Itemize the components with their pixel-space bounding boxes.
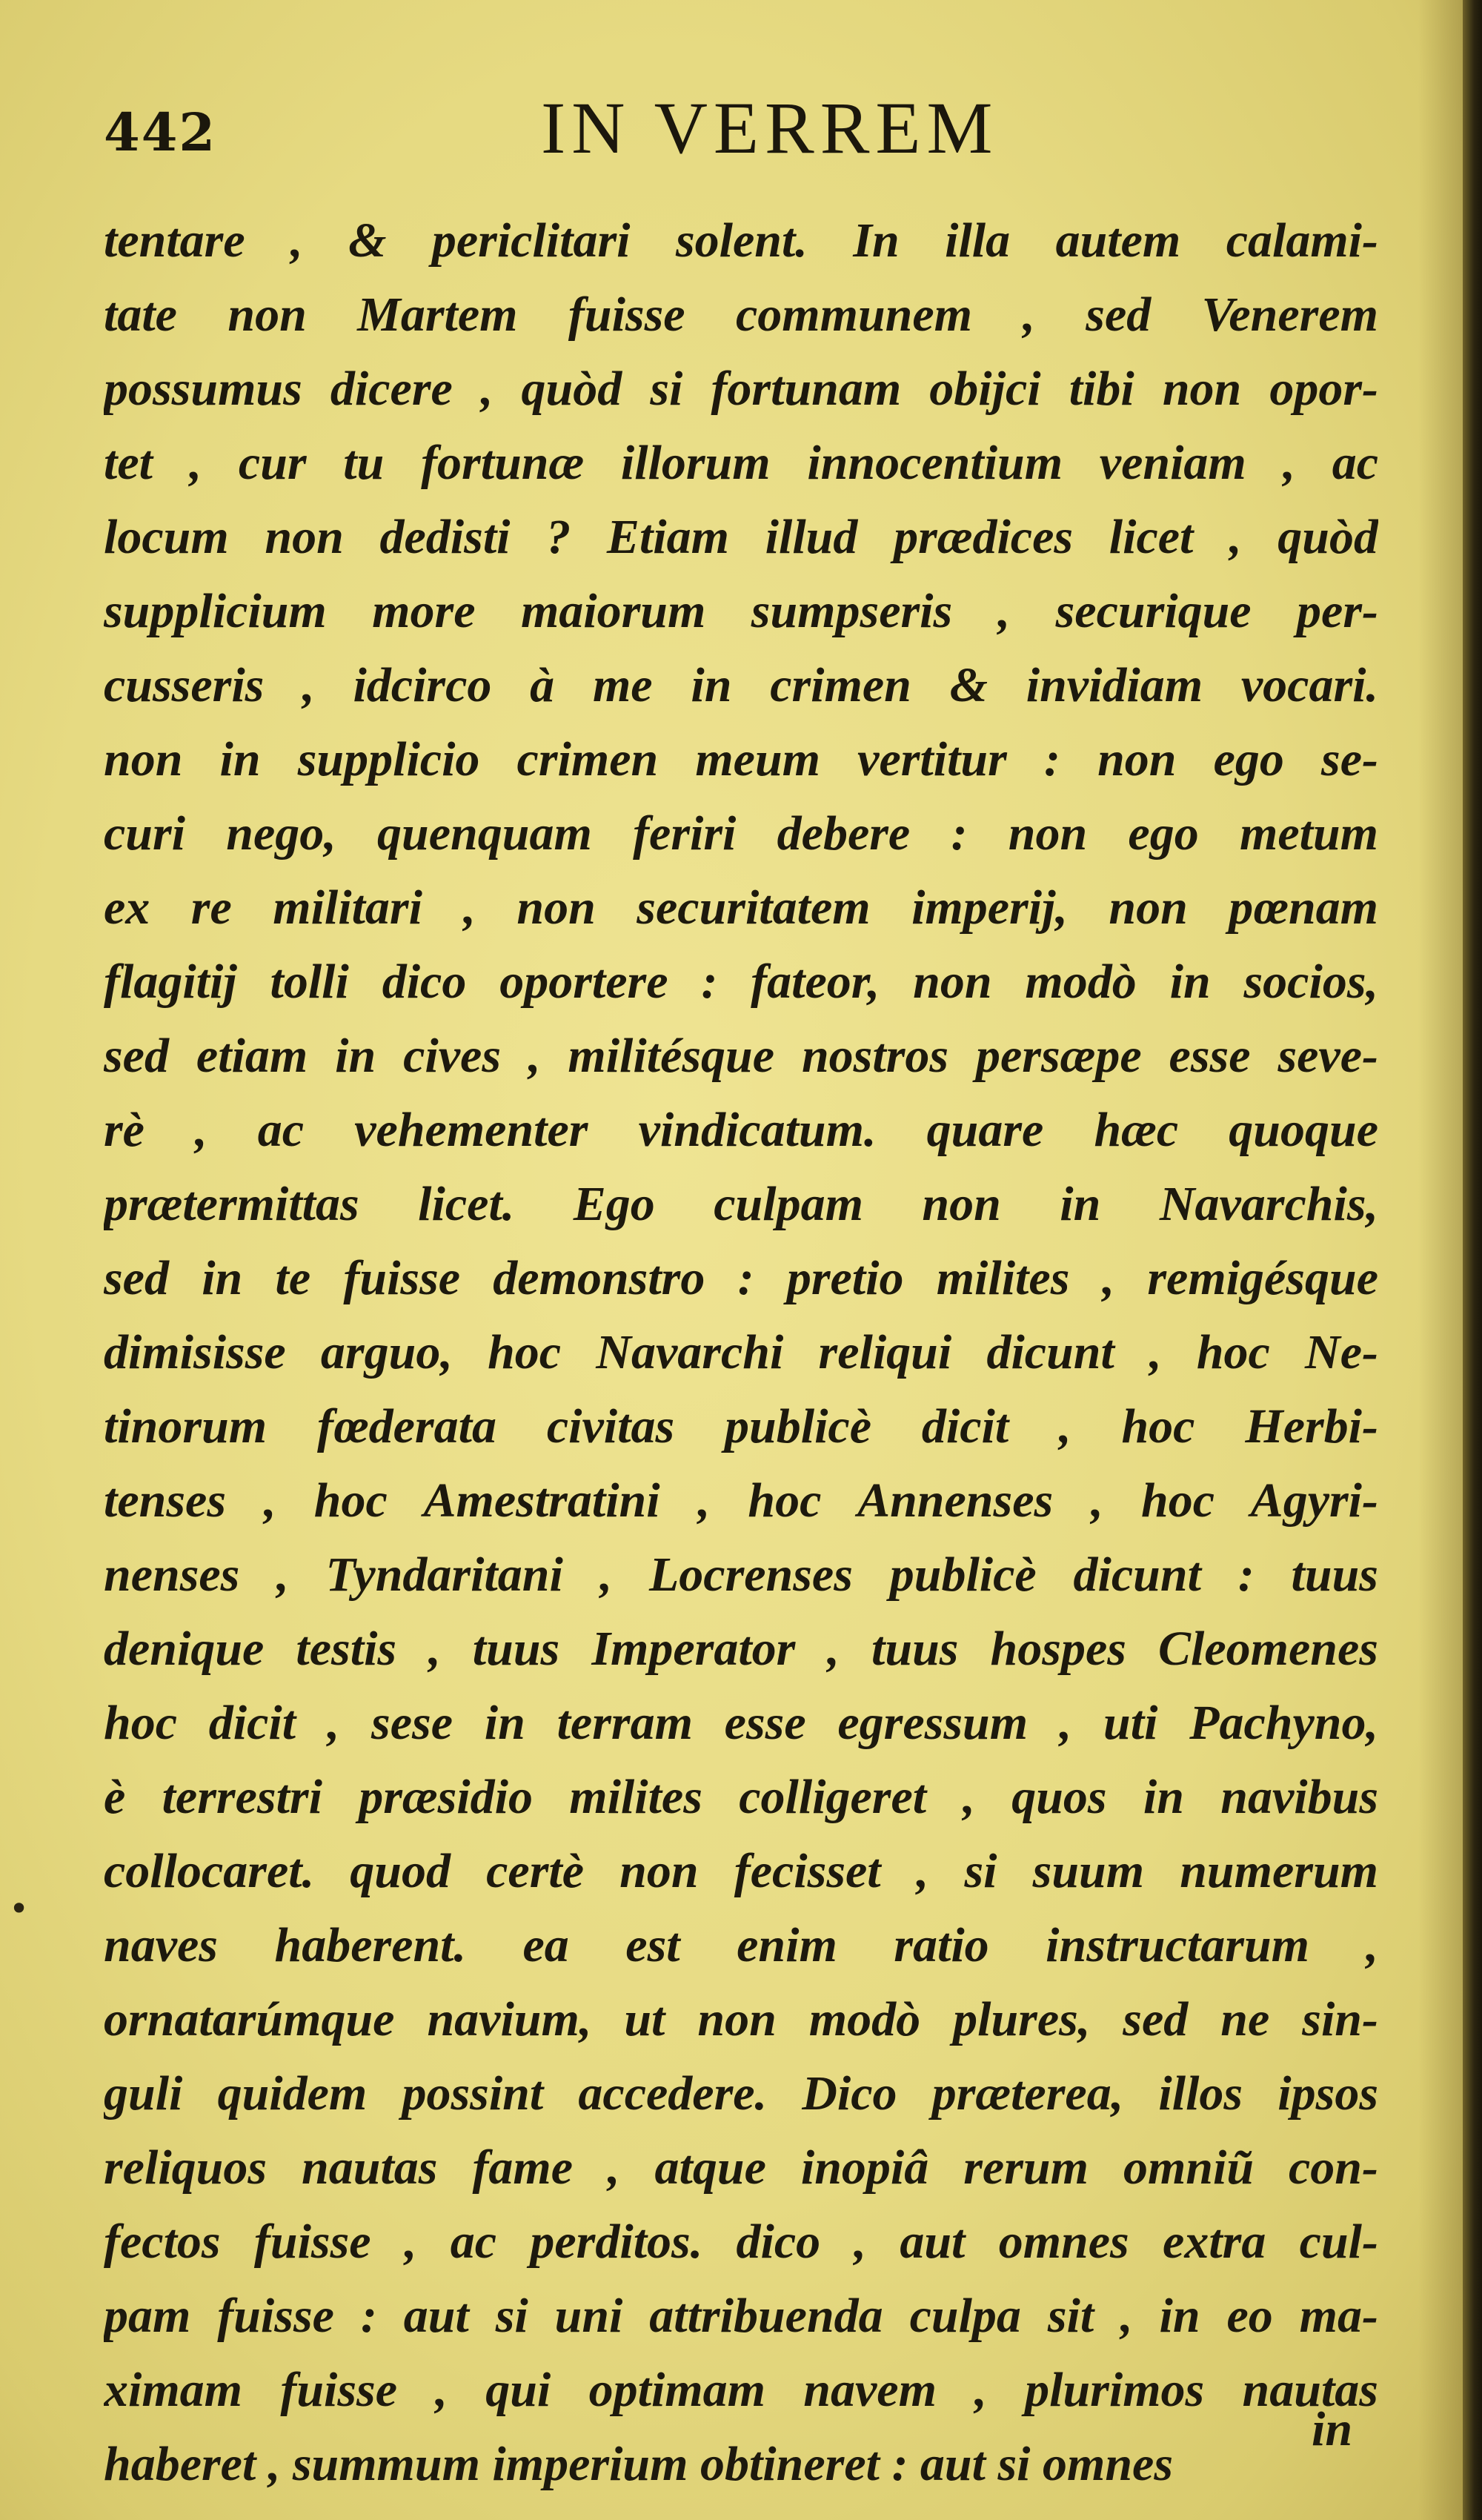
text-line: cusseris , idcirco à me in crimen & invidiam vocari. [104, 658, 1378, 712]
text-line: haberet , summum imperium obtineret : aut si omnes [104, 2437, 1174, 2491]
book-binding [1463, 0, 1482, 2520]
text-line: tentare , & periclitari solent. In illa autem calami- [104, 213, 1378, 268]
text-line: tenses , hoc Amestratini , hoc Annenses , hoc Agyri- [104, 1473, 1378, 1528]
text-line: sed etiam in cives , militésque nostros persæpe esse seve- [104, 1029, 1378, 1083]
text-line: ximam fuisse , qui optimam navem , plurimos nautas [104, 2363, 1378, 2417]
text-line: naves haberent. ea est enim ratio instructarum , [104, 1918, 1378, 1972]
text-line: tet , cur tu fortunæ illorum innocentium veniam , ac [104, 436, 1378, 490]
text-line: non in supplicio crimen meum vertitur : non ego se- [104, 732, 1378, 786]
margin-mark: • [9, 1889, 30, 1929]
text-line: sed in te fuisse demonstro : pretio milites , remigésque [104, 1251, 1378, 1305]
text-line: curi nego, quenquam feriri debere : non ego metum [104, 806, 1378, 861]
text-line: prætermittas licet. Ego culpam non in Navarchis, [104, 1177, 1378, 1231]
text-line: tate non Martem fuisse communem , sed Venerem [104, 288, 1378, 342]
running-head: IN VERREM [541, 87, 999, 169]
text-line: guli quidem possint accedere. Dico præterea, illos ipsos [104, 2066, 1378, 2121]
page-header [104, 85, 1378, 182]
text-line: reliquos nautas fame , atque inopiâ rerum omniũ con- [104, 2141, 1378, 2195]
body-text [104, 204, 1378, 2501]
text-line: ornatarúmque navium, ut non modò plures, sed ne sin- [104, 1992, 1378, 2046]
text-line: nenses , Tyndaritani , Locrenses publicè dicunt : tuus [104, 1548, 1378, 1602]
text-line: fectos fuisse , ac perditos. dico , aut omnes extra cul- [104, 2215, 1378, 2269]
page-number: 442 [104, 102, 217, 163]
text-line: denique testis , tuus Imperator , tuus hospes Cleomenes [104, 1622, 1378, 1676]
text-line: possumus dicere , quòd si fortunam obijci tibi non opor- [104, 362, 1378, 416]
text-line: collocaret. quod certè non fecisset , si suum numerum [104, 1844, 1378, 1898]
text-line: pam fuisse : aut si uni attribuenda culpa sit , in eo ma- [104, 2289, 1378, 2343]
text-line: locum non dedisti ? Etiam illud prædices licet , quòd [104, 510, 1378, 564]
text-line: hoc dicit , sese in terram esse egressum , uti Pachyno, [104, 1696, 1378, 1750]
text-line: rè , ac vehementer vindicatum. quare hæc quoque [104, 1103, 1378, 1157]
text-line: ex re militari , non securitatem imperij, non pœnam [104, 881, 1378, 935]
text-line: flagitij tolli dico oportere : fateor, non modò in socios, [104, 955, 1378, 1009]
text-line: dimisisse arguo, hoc Navarchi reliqui dicunt , hoc Ne- [104, 1325, 1378, 1379]
text-line: supplicium more maiorum sumpseris , securique per- [104, 584, 1378, 638]
text-line: è terrestri præsidio milites colligeret , quos in navibus [104, 1770, 1378, 1824]
catchword: in [1312, 2402, 1353, 2456]
gutter-shadow [1418, 0, 1463, 2520]
text-line: tinorum fœderata civitas publicè dicit , hoc Herbi- [104, 1399, 1378, 1453]
